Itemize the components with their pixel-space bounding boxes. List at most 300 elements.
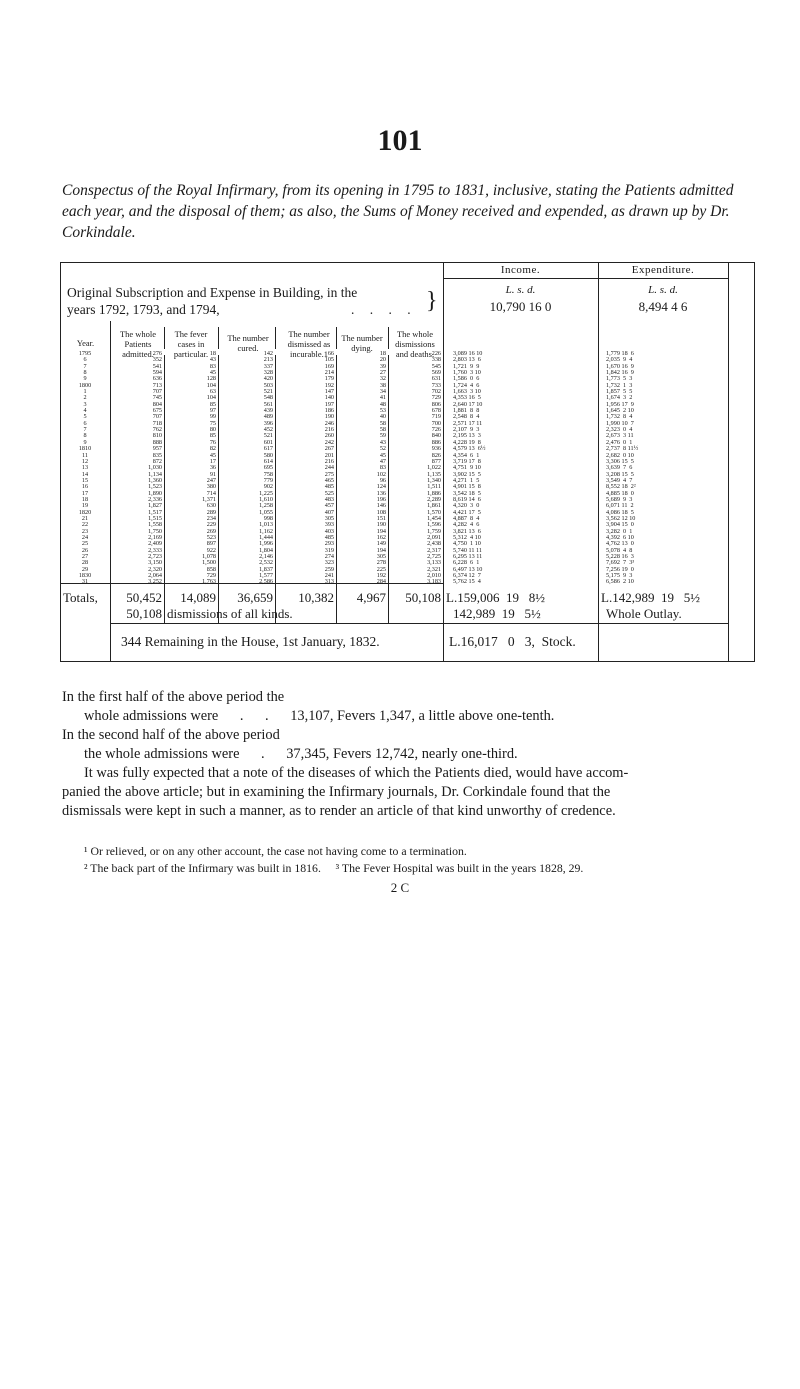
income-cell: 2,195 13 3 xyxy=(453,432,481,440)
expenditure-cell: 3,282 0 1 xyxy=(606,527,633,535)
cured-cell: 614 xyxy=(263,457,273,465)
year-cell: 3 xyxy=(83,400,87,408)
year-cell: 31 xyxy=(81,578,89,586)
cured-cell: 1,225 xyxy=(259,489,273,497)
income-header-rule xyxy=(443,278,728,279)
fever-cell: 1,078 xyxy=(202,553,216,560)
dying-cell: 278 xyxy=(376,559,386,567)
admitted-cell: 1,360 xyxy=(148,476,162,484)
dismissions-cell: 886 xyxy=(431,438,441,446)
document-title: Conspectus of the Royal Infirmary, from its opening in 1795 to 1831, inclusive, stating the Patients admitted each year, and the disposal of them; as also, the Sums of Money received and expended, as drawn up by Dr. Corkindale. xyxy=(62,182,734,241)
year-cell: 1800 xyxy=(78,381,92,389)
income-cell: 4,421 17 5 xyxy=(453,508,481,516)
fever-cell: 76 xyxy=(209,438,216,446)
year-cell: 15 xyxy=(81,476,89,484)
original-income: 10,790 16 0 xyxy=(489,299,552,314)
income-cell: 4,271 1 5 xyxy=(453,476,480,484)
cured-cell: 503 xyxy=(263,381,273,389)
year-column xyxy=(65,351,105,586)
totals-dismissions: 50,108 xyxy=(405,590,441,605)
totals-expenditure2: Whole Outlay. xyxy=(606,606,682,621)
fever-column xyxy=(165,351,216,586)
dismissions-cell: 1,861 xyxy=(427,502,441,510)
admitted-cell: 957 xyxy=(152,445,162,453)
original-expenditure: 8,494 4 6 xyxy=(638,299,688,314)
col-header-cured: The number cured. xyxy=(227,333,269,353)
expenditure-cell: 1,779 18 6 xyxy=(606,350,634,357)
totals-end-rule-right xyxy=(443,623,728,624)
expenditure-cell: 2,682 0 10 xyxy=(606,451,634,459)
cured-cell: 1,162 xyxy=(259,527,273,535)
admitted-cell: 1,558 xyxy=(148,521,162,529)
income-cell: 3,902 15 5 xyxy=(453,470,481,478)
cured-cell: 420 xyxy=(263,375,273,383)
page-number: 101 xyxy=(377,124,423,157)
year-cell: 1 xyxy=(83,388,87,396)
dying-cell: 284 xyxy=(376,578,386,586)
dying-cell: 47 xyxy=(379,457,386,465)
footnote: ² The back part of the Infirmary was built in 1816. ³ The Fever Hospital was built in the years 1828, 29. xyxy=(84,861,584,875)
year-cell: 9 xyxy=(83,375,87,383)
dismissions-cell: 1,135 xyxy=(427,470,441,478)
expenditure-cell: 5,689 9 3 xyxy=(606,495,633,503)
col-header-fever: The fever cases in particular. xyxy=(173,329,209,359)
cured-cell: 902 xyxy=(263,483,273,491)
admitted-cell: 2,336 xyxy=(148,495,162,503)
incurable-cell: 66 xyxy=(327,350,334,357)
paragraph-line: In the second half of the above period xyxy=(62,727,280,743)
dying-cell: 136 xyxy=(376,489,386,497)
admitted-cell: 835 xyxy=(152,451,162,459)
year-cell: 21 xyxy=(81,514,89,522)
fever-cell: 1,763 xyxy=(202,578,216,586)
fever-cell: 99 xyxy=(209,413,216,421)
income-cell: 2,571 17 11 xyxy=(453,419,483,427)
admitted-cell: 675 xyxy=(152,407,162,415)
dying-cell: 39 xyxy=(379,362,386,370)
dying-cell: 149 xyxy=(376,540,386,548)
dying-cell: 53 xyxy=(379,407,386,415)
admitted-cell: 2,723 xyxy=(148,553,162,560)
fever-cell: 36 xyxy=(209,464,216,472)
incurable-cell: 403 xyxy=(324,527,334,535)
cured-cell: 1,577 xyxy=(259,572,273,580)
dying-cell: 43 xyxy=(379,438,386,446)
cured-cell: 1,804 xyxy=(259,546,273,554)
admitted-cell: 276 xyxy=(152,350,162,357)
year-cell: 7 xyxy=(83,362,87,370)
cured-cell: 452 xyxy=(263,426,273,434)
expenditure-cell: 2,323 0 4 xyxy=(606,426,633,434)
admitted-cell: 352 xyxy=(152,356,162,364)
dismissions-cell: 2,725 xyxy=(427,553,441,560)
admitted-cell: 707 xyxy=(152,388,162,396)
expenditure-cell: 6,586 2 10 xyxy=(606,578,634,586)
dismissions-cell: 3,133 xyxy=(427,559,441,567)
income-cell: 4,750 1 10 xyxy=(453,540,481,548)
divider-year xyxy=(110,321,111,661)
expenditure-cell: 5,175 9 3 xyxy=(606,572,633,580)
dying-cell: 151 xyxy=(376,514,386,522)
fever-cell: 234 xyxy=(206,514,216,522)
paragraph-line: the whole admissions were . 37,345, Fevers 12,742, nearly one-third. xyxy=(84,746,518,762)
year-cell: 7 xyxy=(83,426,87,434)
income-cell: 3,821 13 6 xyxy=(453,527,481,535)
year-cell: 1810 xyxy=(78,445,92,453)
admitted-cell: 745 xyxy=(152,394,162,402)
dismissions-cell: 2,289 xyxy=(427,495,441,503)
admitted-cell: 2,333 xyxy=(148,546,162,554)
cured-cell: 396 xyxy=(263,419,273,427)
divider-income xyxy=(443,263,444,661)
totals-income2: 142,989 19 5½ xyxy=(453,606,541,621)
dismissions-cell: 729 xyxy=(431,394,441,402)
income-cell: 4,887 8 4 xyxy=(453,514,480,522)
fever-cell: 75 xyxy=(209,419,216,427)
dismissions-cell: 719 xyxy=(431,413,441,421)
incurable-cell: 323 xyxy=(324,559,334,567)
admitted-cell: 1,030 xyxy=(148,464,162,472)
incurable-cell: 246 xyxy=(324,419,334,427)
totals-expenditure: L.142,989 19 5½ xyxy=(601,590,700,605)
fever-cell: 380 xyxy=(206,483,216,491)
income-cell: 2,548 8 4 xyxy=(453,413,480,421)
expenditure-cell: 5,078 4 8 xyxy=(606,546,633,554)
dismissions-cell: 700 xyxy=(431,419,441,427)
summary-paragraph xyxy=(62,688,762,821)
dismissions-cell: 2,317 xyxy=(427,546,441,554)
expenditure-cell: 1,732 1 3 xyxy=(606,381,633,389)
year-cell: 18 xyxy=(81,495,89,503)
col-header-year: Year. xyxy=(76,338,95,348)
cured-cell: 521 xyxy=(263,388,273,396)
admitted-cell: 1,134 xyxy=(148,470,162,478)
year-cell: 6 xyxy=(83,419,87,427)
cured-cell: 213 xyxy=(263,356,273,364)
income-cell: 2,640 17 10 xyxy=(453,400,483,408)
income-cell: 4,579 13 6½ xyxy=(453,445,486,453)
year-cell: 6 xyxy=(83,356,87,364)
income-cell: 1,760 3 10 xyxy=(453,369,481,377)
dismissions-cell: 1,511 xyxy=(427,483,441,491)
dismissions-cell: 338 xyxy=(431,356,441,364)
expenditure-cell: 1,773 5 3 xyxy=(606,375,633,383)
fever-cell: 1,371 xyxy=(202,495,216,503)
fever-cell: 85 xyxy=(209,432,216,440)
expenditure-column xyxy=(606,351,726,586)
dismissions-cell: 1,596 xyxy=(427,521,441,529)
incurable-cell: 216 xyxy=(324,457,334,465)
fever-cell: 80 xyxy=(209,426,216,434)
expenditure-cell: 1,670 16 9 xyxy=(606,362,634,370)
year-cell: 8 xyxy=(83,369,87,377)
dying-cell: 83 xyxy=(379,464,386,472)
dying-cell: 124 xyxy=(376,483,386,491)
income-cell: 4,282 4 6 xyxy=(453,521,480,529)
year-cell: 22 xyxy=(81,521,89,529)
income-cell: 6,374 12 7 xyxy=(453,572,481,580)
dismissions-cell: 840 xyxy=(431,432,441,440)
remaining-note: 344 Remaining in the House, 1st January, 1832. xyxy=(121,634,380,649)
incurable-cell: 216 xyxy=(324,426,334,434)
income-cell: 1,663 3 10 xyxy=(453,388,481,396)
incurable-cell: 319 xyxy=(324,546,334,554)
income-cell: 6,295 13 11 xyxy=(453,553,483,560)
dismissions-cell: 545 xyxy=(431,362,441,370)
expenditure-cell: 1,842 16 9 xyxy=(606,369,634,377)
fever-cell: 922 xyxy=(206,546,216,554)
dismissions-cell: 226 xyxy=(431,350,441,357)
fever-cell: 229 xyxy=(206,521,216,529)
admitted-cell: 636 xyxy=(152,375,162,383)
cured-cell: 489 xyxy=(263,413,273,421)
expenditure-cell: 1,674 3 2 xyxy=(606,394,633,402)
dying-cell: 41 xyxy=(379,394,386,402)
year-cell: 5 xyxy=(83,413,87,421)
income-cell: 3,719 17 8 xyxy=(453,457,481,465)
dismissions-cell: 826 xyxy=(431,451,441,459)
dying-cell: 52 xyxy=(379,445,386,453)
dismissions-cell: 936 xyxy=(431,445,441,453)
incurable-cell: 465 xyxy=(324,476,334,484)
admitted-cell: 713 xyxy=(152,381,162,389)
totals-fever: 14,089 xyxy=(180,590,216,605)
income-header: Income. xyxy=(500,264,541,276)
fever-cell: 82 xyxy=(209,445,216,453)
year-cell: 26 xyxy=(81,546,89,554)
dying-cell: 59 xyxy=(379,432,386,440)
paragraph-line: It was fully expected that a note of the diseases of which the Patients died, would have accom- xyxy=(84,765,629,781)
expenditure-cell: 3,306 15 5 xyxy=(606,457,634,465)
expenditure-cell: 4,885 18 0 xyxy=(606,489,634,497)
cured-cell: 779 xyxy=(263,476,273,484)
cured-cell: 758 xyxy=(263,470,273,478)
admitted-cell: 707 xyxy=(152,413,162,421)
dismissions-cell: 1,886 xyxy=(427,489,441,497)
footnote: ¹ Or relieved, or on any other account, the case not having come to a termination. xyxy=(84,844,467,858)
cured-cell: 1,258 xyxy=(259,502,273,510)
income-cell: 4,228 19 8 xyxy=(453,438,481,446)
year-cell: 24 xyxy=(81,533,89,541)
year-cell: 19 xyxy=(81,502,89,510)
cured-cell: 548 xyxy=(263,394,273,402)
expenditure-cell: 2,476 0 1 xyxy=(606,438,633,446)
dying-cell: 27 xyxy=(379,369,386,377)
cured-column xyxy=(219,351,273,586)
incurable-column xyxy=(276,351,334,586)
income-cell: 5,762 15 4 xyxy=(453,578,481,586)
incurable-cell: 190 xyxy=(324,413,334,421)
year-cell: 1820 xyxy=(78,508,92,516)
col-header-incurable: The number dismissed as incurable.1 xyxy=(287,329,331,359)
income-cell: 8,619 14 6 xyxy=(453,495,481,503)
totals-admitted: 50,452 xyxy=(126,590,162,605)
dismissions-cell: 726 xyxy=(431,426,441,434)
cured-cell: 617 xyxy=(263,445,273,453)
dying-cell: 146 xyxy=(376,502,386,510)
incurable-cell: 241 xyxy=(324,572,334,580)
fever-cell: 104 xyxy=(206,394,216,402)
admitted-cell: 810 xyxy=(152,432,162,440)
fever-cell: 83 xyxy=(209,362,216,370)
dying-cell: 40 xyxy=(379,413,386,421)
fever-cell: 97 xyxy=(209,407,216,415)
fever-cell: 63 xyxy=(209,388,216,396)
stock-note: L.16,017 0 3, Stock. xyxy=(449,634,576,649)
income-cell: 3,542 18 5 xyxy=(453,489,481,497)
expenditure-cell: 2,673 3 11 xyxy=(606,432,634,440)
expenditure-cell: 1,857 5 5 xyxy=(606,388,633,396)
incurable-cell: 457 xyxy=(324,502,334,510)
incurable-cell: 260 xyxy=(324,432,334,440)
year-cell: 16 xyxy=(81,483,89,491)
dismissions-cell: 569 xyxy=(431,369,441,377)
dying-cell: 190 xyxy=(376,521,386,529)
dying-cell: 38 xyxy=(379,381,386,389)
admitted-cell: 3,252 xyxy=(148,578,162,586)
year-cell: 9 xyxy=(83,438,87,446)
income-cell: 3,089 16 10 xyxy=(453,350,483,357)
fever-cell: 45 xyxy=(209,451,216,459)
incurable-cell: 105 xyxy=(324,356,334,364)
incurable-cell: 274 xyxy=(324,553,334,560)
admitted-cell: 872 xyxy=(152,457,162,465)
hdr-div xyxy=(275,327,276,349)
dismissions-cell: 1,454 xyxy=(427,514,441,522)
col-header-admitted: The whole Patients admitted. xyxy=(119,329,157,359)
income-cell: 1,881 8 8 xyxy=(453,407,480,415)
incurable-cell: 485 xyxy=(324,533,334,541)
year-cell: 2 xyxy=(83,394,87,402)
hdr-div xyxy=(218,327,219,349)
hdr-div xyxy=(336,327,337,349)
cured-cell: 521 xyxy=(263,432,273,440)
dying-cell: 225 xyxy=(376,565,386,573)
cured-cell: 580 xyxy=(263,451,273,459)
incurable-cell: 275 xyxy=(324,470,334,478)
year-cell: 27 xyxy=(81,553,89,560)
incurable-cell: 407 xyxy=(324,508,334,516)
cured-cell: 142 xyxy=(263,350,273,357)
year-cell: 28 xyxy=(81,559,89,567)
cured-cell: 601 xyxy=(263,438,273,446)
expenditure-cell: 7,256 19 0 xyxy=(606,565,634,573)
dismissions-cell: 2,091 xyxy=(427,533,441,541)
incurable-cell: 483 xyxy=(324,495,334,503)
dying-cell: 20 xyxy=(379,356,386,364)
dismissions-cell: 2,321 xyxy=(427,565,441,573)
fever-cell: 247 xyxy=(206,476,216,484)
expenditure-cell: 3,904 15 0 xyxy=(606,521,634,529)
income-cell: 4,353 16 5 xyxy=(453,394,481,402)
dismissions-cell: 806 xyxy=(431,400,441,408)
cured-cell: 1,996 xyxy=(259,540,273,548)
cured-cell: 337 xyxy=(263,362,273,370)
col-header-dismissions: The whole dismissions and deaths. xyxy=(395,329,435,359)
paragraph-line: In the first half of the above period the xyxy=(62,689,285,705)
admitted-cell: 594 xyxy=(152,369,162,377)
income-cell: 4,901 15 8 xyxy=(453,483,481,491)
income-units: L. s. d. xyxy=(505,284,536,296)
expenditure-cell: 1,990 10 7 xyxy=(606,419,634,427)
totals-income: L.159,006 19 8½ xyxy=(446,590,545,605)
expenditure-cell: 1,645 2 10 xyxy=(606,407,634,415)
expenditure-cell: 2,737 8 11½ xyxy=(606,445,639,453)
admitted-cell: 2,320 xyxy=(148,565,162,573)
hdr-div xyxy=(164,327,165,349)
income-cell: 2,803 13 6 xyxy=(453,356,481,364)
incurable-cell: 525 xyxy=(324,489,334,497)
income-cell: 1,721 9 9 xyxy=(453,362,480,370)
fever-cell: 714 xyxy=(206,489,216,497)
admitted-cell: 2,169 xyxy=(148,533,162,541)
year-cell: 1795 xyxy=(78,350,92,357)
expenditure-cell: 5,228 16 3 xyxy=(606,553,634,560)
incurable-cell: 147 xyxy=(324,388,334,396)
income-cell: 4,751 9 10 xyxy=(453,464,481,472)
income-cell: 1,586 0 6 xyxy=(453,375,480,383)
fever-cell: 289 xyxy=(206,508,216,516)
incurable-cell: 214 xyxy=(324,369,334,377)
signature-mark: 2 C xyxy=(390,880,410,895)
admitted-cell: 1,517 xyxy=(148,508,162,516)
admitted-cell: 1,515 xyxy=(148,514,162,522)
income-cell: 5,312 4 10 xyxy=(453,533,481,541)
dismissions-column xyxy=(389,351,441,586)
leader-dots: . . . . xyxy=(351,302,417,317)
expenditure-cell: 7,692 7 3³ xyxy=(606,559,635,567)
cured-cell: 1,013 xyxy=(259,521,273,529)
dying-cell: 108 xyxy=(376,508,386,516)
paragraph-line: whole admissions were . . 13,107, Fevers 1,347, a little above one-tenth. xyxy=(84,708,555,724)
income-cell: 4,320 3 0 xyxy=(453,502,480,510)
fever-cell: 858 xyxy=(206,565,216,573)
dying-cell: 194 xyxy=(376,527,386,535)
year-cell: 23 xyxy=(81,527,89,535)
admitted-cell: 541 xyxy=(152,362,162,370)
income-cell: 5,740 11 11 xyxy=(453,546,482,554)
expenditure-cell: 4,086 18 5 xyxy=(606,508,634,516)
admitted-cell: 718 xyxy=(152,419,162,427)
year-cell: 14 xyxy=(81,470,89,478)
totals-end-rule xyxy=(110,623,443,624)
fever-cell: 45 xyxy=(209,369,216,377)
dying-cell: 48 xyxy=(379,400,386,408)
dismissions-cell: 2,010 xyxy=(427,572,441,580)
fever-cell: 1,500 xyxy=(202,559,216,567)
dismissions-cell: 2,438 xyxy=(427,540,441,548)
expenditure-cell: 4,762 13 0 xyxy=(606,540,634,548)
admitted-cell: 1,827 xyxy=(148,502,162,510)
fever-cell: 630 xyxy=(206,502,216,510)
footnotes xyxy=(62,843,762,877)
dismissions-cell: 1,759 xyxy=(427,527,441,535)
expenditure-cell: 4,392 6 10 xyxy=(606,533,634,541)
admitted-cell: 1,750 xyxy=(148,527,162,535)
dismissions-cell: 631 xyxy=(431,375,441,383)
hdr-div xyxy=(388,327,389,349)
totals-dismissions-text: dismissions of all kinds. xyxy=(167,606,293,621)
dying-cell: 96 xyxy=(379,476,386,484)
dying-cell: 58 xyxy=(379,419,386,427)
income-cell: 1,724 4 6 xyxy=(453,381,480,389)
incurable-cell: 259 xyxy=(324,565,334,573)
admitted-cell: 2,409 xyxy=(148,540,162,548)
expenditure-cell: 3,549 4 7 xyxy=(606,476,633,484)
cured-cell: 1,610 xyxy=(259,495,273,503)
fever-cell: 85 xyxy=(209,400,216,408)
incurable-cell: 267 xyxy=(324,445,334,453)
